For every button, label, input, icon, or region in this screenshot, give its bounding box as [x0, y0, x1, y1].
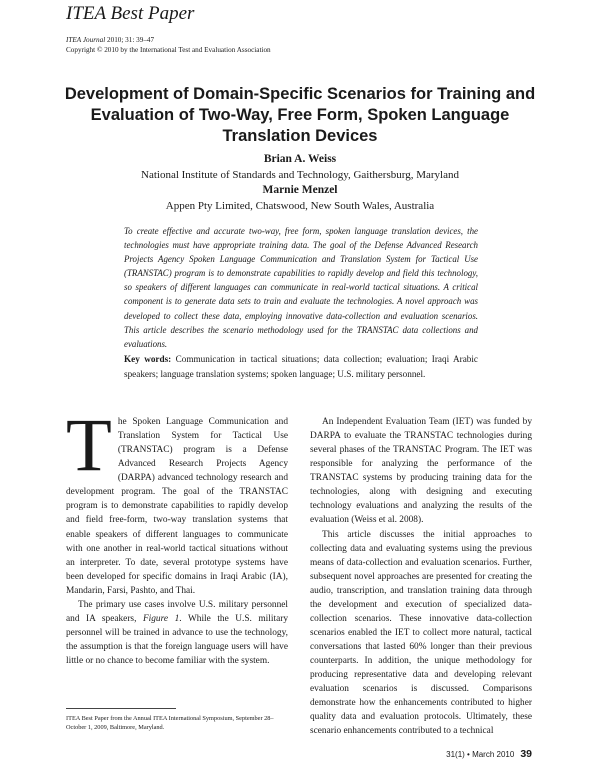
iet-paragraph: An Independent Evaluation Team (IET) was funded by DARPA to evaluate the TRANSTAC technologies during several phases of the TRANSTAC Program. The IET was responsible for analyzing the performance of the TRANSTAC systems by producing training data for the technologies, along with designing and executing technology evaluations and analyzing the results of the evaluation (Weiss et al. 2008).: [310, 417, 532, 526]
use-case-text-b: . While the U.S. military personnel will be trained in advance to use the technology, the assumption is that the foreign language users will have little or no chance to become familiar with the system.: [66, 613, 288, 667]
drop-cap: T: [66, 404, 112, 487]
body-column-left: [66, 404, 288, 668]
abstract: To create effective and accurate two-way, free form, spoken language translation devices, the technologies must have appropriate training data. The goal of the Defense Advanced Research Projects Agency Spoken Language Communication and Translation System for Tactical Use (TRANSTAC) program is to demonstrate capabilities to rapidly develop and field this technology, so speakers of different languages can communicate in real-world tactical situations. A critical component is to generate data sets to train and evaluate the technologies. A novel approach was developed to collect these data, employing innovative data-collection and evaluation scenarios. This article describes the scenario methodology used for the TRANSTAC data collections and evaluations.: [124, 226, 478, 349]
keywords-text: Communication in tactical situations; data collection; evaluation; Iraqi Arabic speakers; language translation systems; spoken language; U.S. military personnel.: [124, 354, 478, 379]
page-footer: [446, 748, 532, 760]
journal-info: [66, 36, 271, 55]
footnote: ITEA Best Paper from the Annual ITEA International Symposium, September 28–October 1, 2009, Baltimore, Maryland.: [66, 715, 274, 731]
keywords: [124, 352, 478, 381]
journal-name: ITEA Journal: [66, 36, 106, 44]
copyright-line: Copyright © 2010 by the International Test and Evaluation Association: [66, 45, 271, 54]
author-name-2: Marnie Menzel: [262, 184, 338, 196]
journal-citation: 2010; 31: 39–47: [105, 36, 155, 44]
intro-text: he Spoken Language Communication and Translation System for Tactical Use (TRANSTAC) program is a Defense Advanced Research Projects Agency (DARPA) advanced technology research and development program. The goal of the TRANSTAC program is to demonstrate capabilities to rapidly develop and field free-form, two-way translation systems that enable speakers of different languages to communicate with one another in real-world tactical situations without an interpreter. To date, several prototype systems have been developed for specific domains in Iraqi Arabic (IA), Mandarin, Farsi, Pashto, and Thai.: [66, 417, 288, 596]
use-case-paragraph: [66, 598, 288, 668]
author-affiliation-1: National Institute of Standards and Technology, Gaithersburg, Maryland: [141, 169, 459, 181]
footnote-divider: [66, 708, 176, 709]
page-number: 39: [520, 748, 532, 760]
keywords-label: Key words:: [124, 354, 172, 364]
issue-info: 31(1) • March 2010: [446, 750, 515, 759]
intro-paragraph: [66, 404, 288, 598]
use-case-text-a: The primary use cases involve U.S. military personnel and IA speakers,: [66, 599, 288, 624]
body-column-right: [310, 415, 532, 738]
figure-reference[interactable]: Figure 1: [142, 613, 180, 624]
author-name-1: Brian A. Weiss: [263, 153, 337, 165]
author-affiliation-2: Appen Pty Limited, Chatswood, New South Wales, Australia: [165, 200, 435, 212]
best-paper-badge: ITEA Best Paper: [66, 3, 195, 24]
article-title: Development of Domain-Specific Scenarios for Training and Evaluation of Two-Way, Free Form, Spoken Language Translation Devices: [64, 85, 536, 145]
article-overview-paragraph: This article discusses the initial approaches to collecting data and evaluating systems using the previous means of data-collection and evaluation scenarios. Further, subsequent novel approaches are presented for creating the audio, transcription, and translation training data through the development and execution of specialized data-collection scenarios. These innovative data-collection scenarios enabled the IET to collect more natural, tactical conversations that lasted 60% longer than their previous counterparts. In addition, the unique methodology for producing representative data and developing relevant evaluation scenarios is discussed. Comparisons demonstrate how the enhancements contributed to higher quality data and evaluation protocols. Ultimately, these scenario enhancements contributed to a technical: [310, 529, 532, 737]
